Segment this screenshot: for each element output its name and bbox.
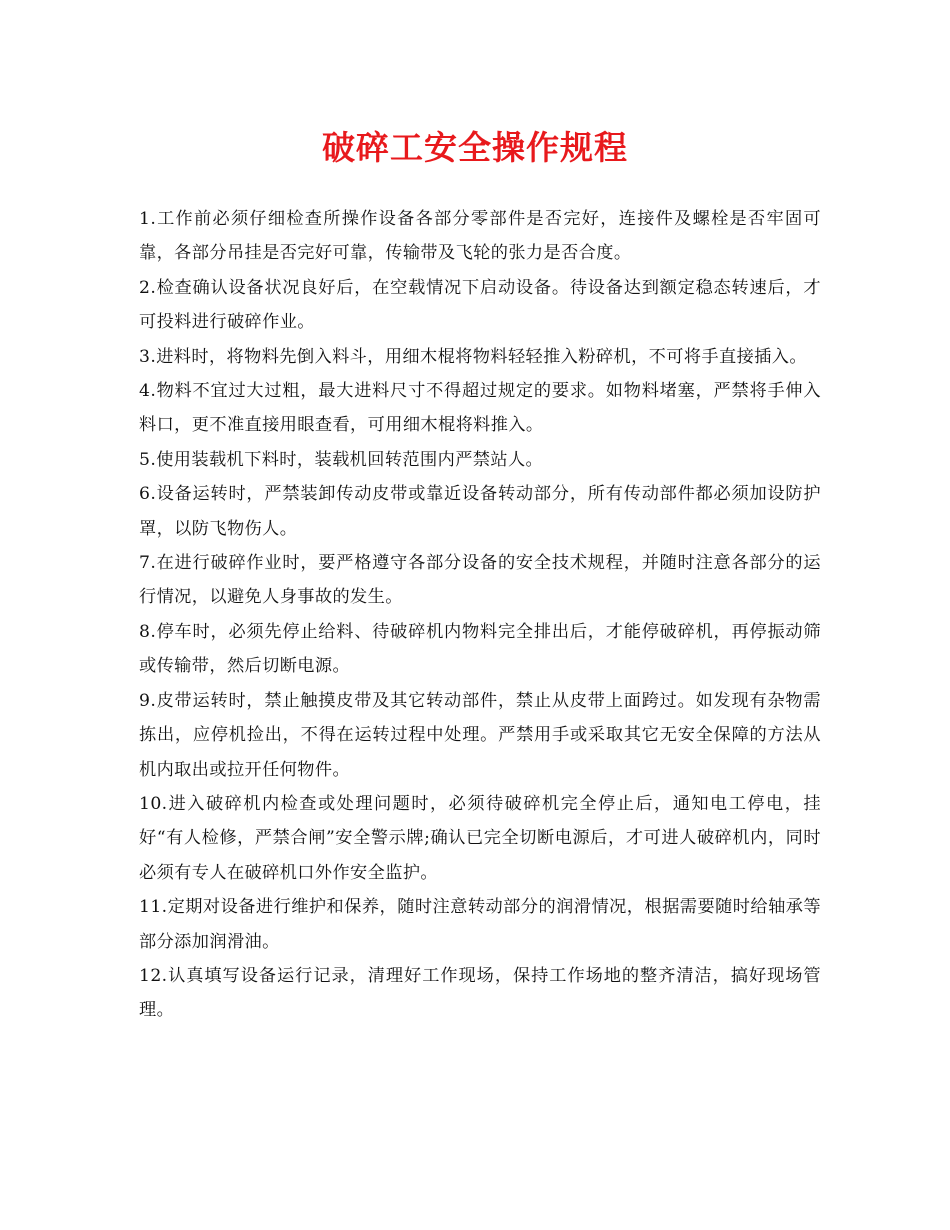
paragraph-2: 2.检查确认设备状况良好后，在空载情况下启动设备。待设备达到额定稳态转速后，才可投料进行破碎作业。 [139, 277, 821, 333]
document-body [139, 202, 821, 1028]
paragraph-6: 6.设备运转时，严禁装卸传动皮带或靠近设备转动部分，所有传动部件都必须加设防护罩，以防飞物伤人。 [139, 484, 821, 539]
paragraph-1: 1.工作前必须仔细检查所操作设备各部分零部件是否完好，连接件及螺栓是否牢固可靠，各部分吊挂是否完好可靠，传输带及飞轮的张力是否合度。 [139, 209, 821, 264]
paragraph-9: 9.皮带运转时，禁止触摸皮带及其它转动部件，禁止从皮带上面跨过。如发现有杂物需拣出，应停机捡出，不得在运转过程中处理。严禁用手或采取其它无安全保障的方法从机内取出或拉开任何物件。 [139, 690, 821, 780]
paragraph-12: 12.认真填写设备运行记录，清理好工作现场，保持工作场地的整齐清洁，搞好现场管理。 [139, 965, 821, 1021]
paragraph-11: 11.定期对设备进行维护和保养，随时注意转动部分的润滑情况，根据需要随时给轴承等部分添加润滑油。 [139, 897, 821, 952]
paragraph-3: 3.进料时，将物料先倒入料斗，用细木棍将物料轻轻推入粉碎机，不可将手直接插入。 [139, 346, 807, 367]
paragraph-8: 8.停车时，必须先停止给料、待破碎机内物料完全排出后，才能停破碎机，再停振动筛或传输带，然后切断电源。 [139, 621, 821, 677]
document-title: 破碎工安全操作规程 [322, 128, 628, 167]
paragraph-7: 7.在进行破碎作业时，要严格遵守各部分设备的安全技术规程，并随时注意各部分的运行情况，以避免人身事故的发生。 [139, 553, 821, 608]
paragraph-5: 5.使用装载机下料时，装载机回转范围内严禁站人。 [139, 449, 544, 470]
paragraph-4: 4.物料不宜过大过粗，最大进料尺寸不得超过规定的要求。如物料堵塞，严禁将手伸入料口，更不准直接用眼查看，可用细木棍将料推入。 [139, 381, 821, 436]
paragraph-10: 10.进入破碎机内检查或处理问题时，必须待破碎机完全停止后，通知电工停电，挂好“有人检修，严禁合闸”安全警示牌;确认已完全切断电源后，才可进人破碎机内，同时必须有专人在破碎机口外作安全监护。 [139, 793, 821, 883]
